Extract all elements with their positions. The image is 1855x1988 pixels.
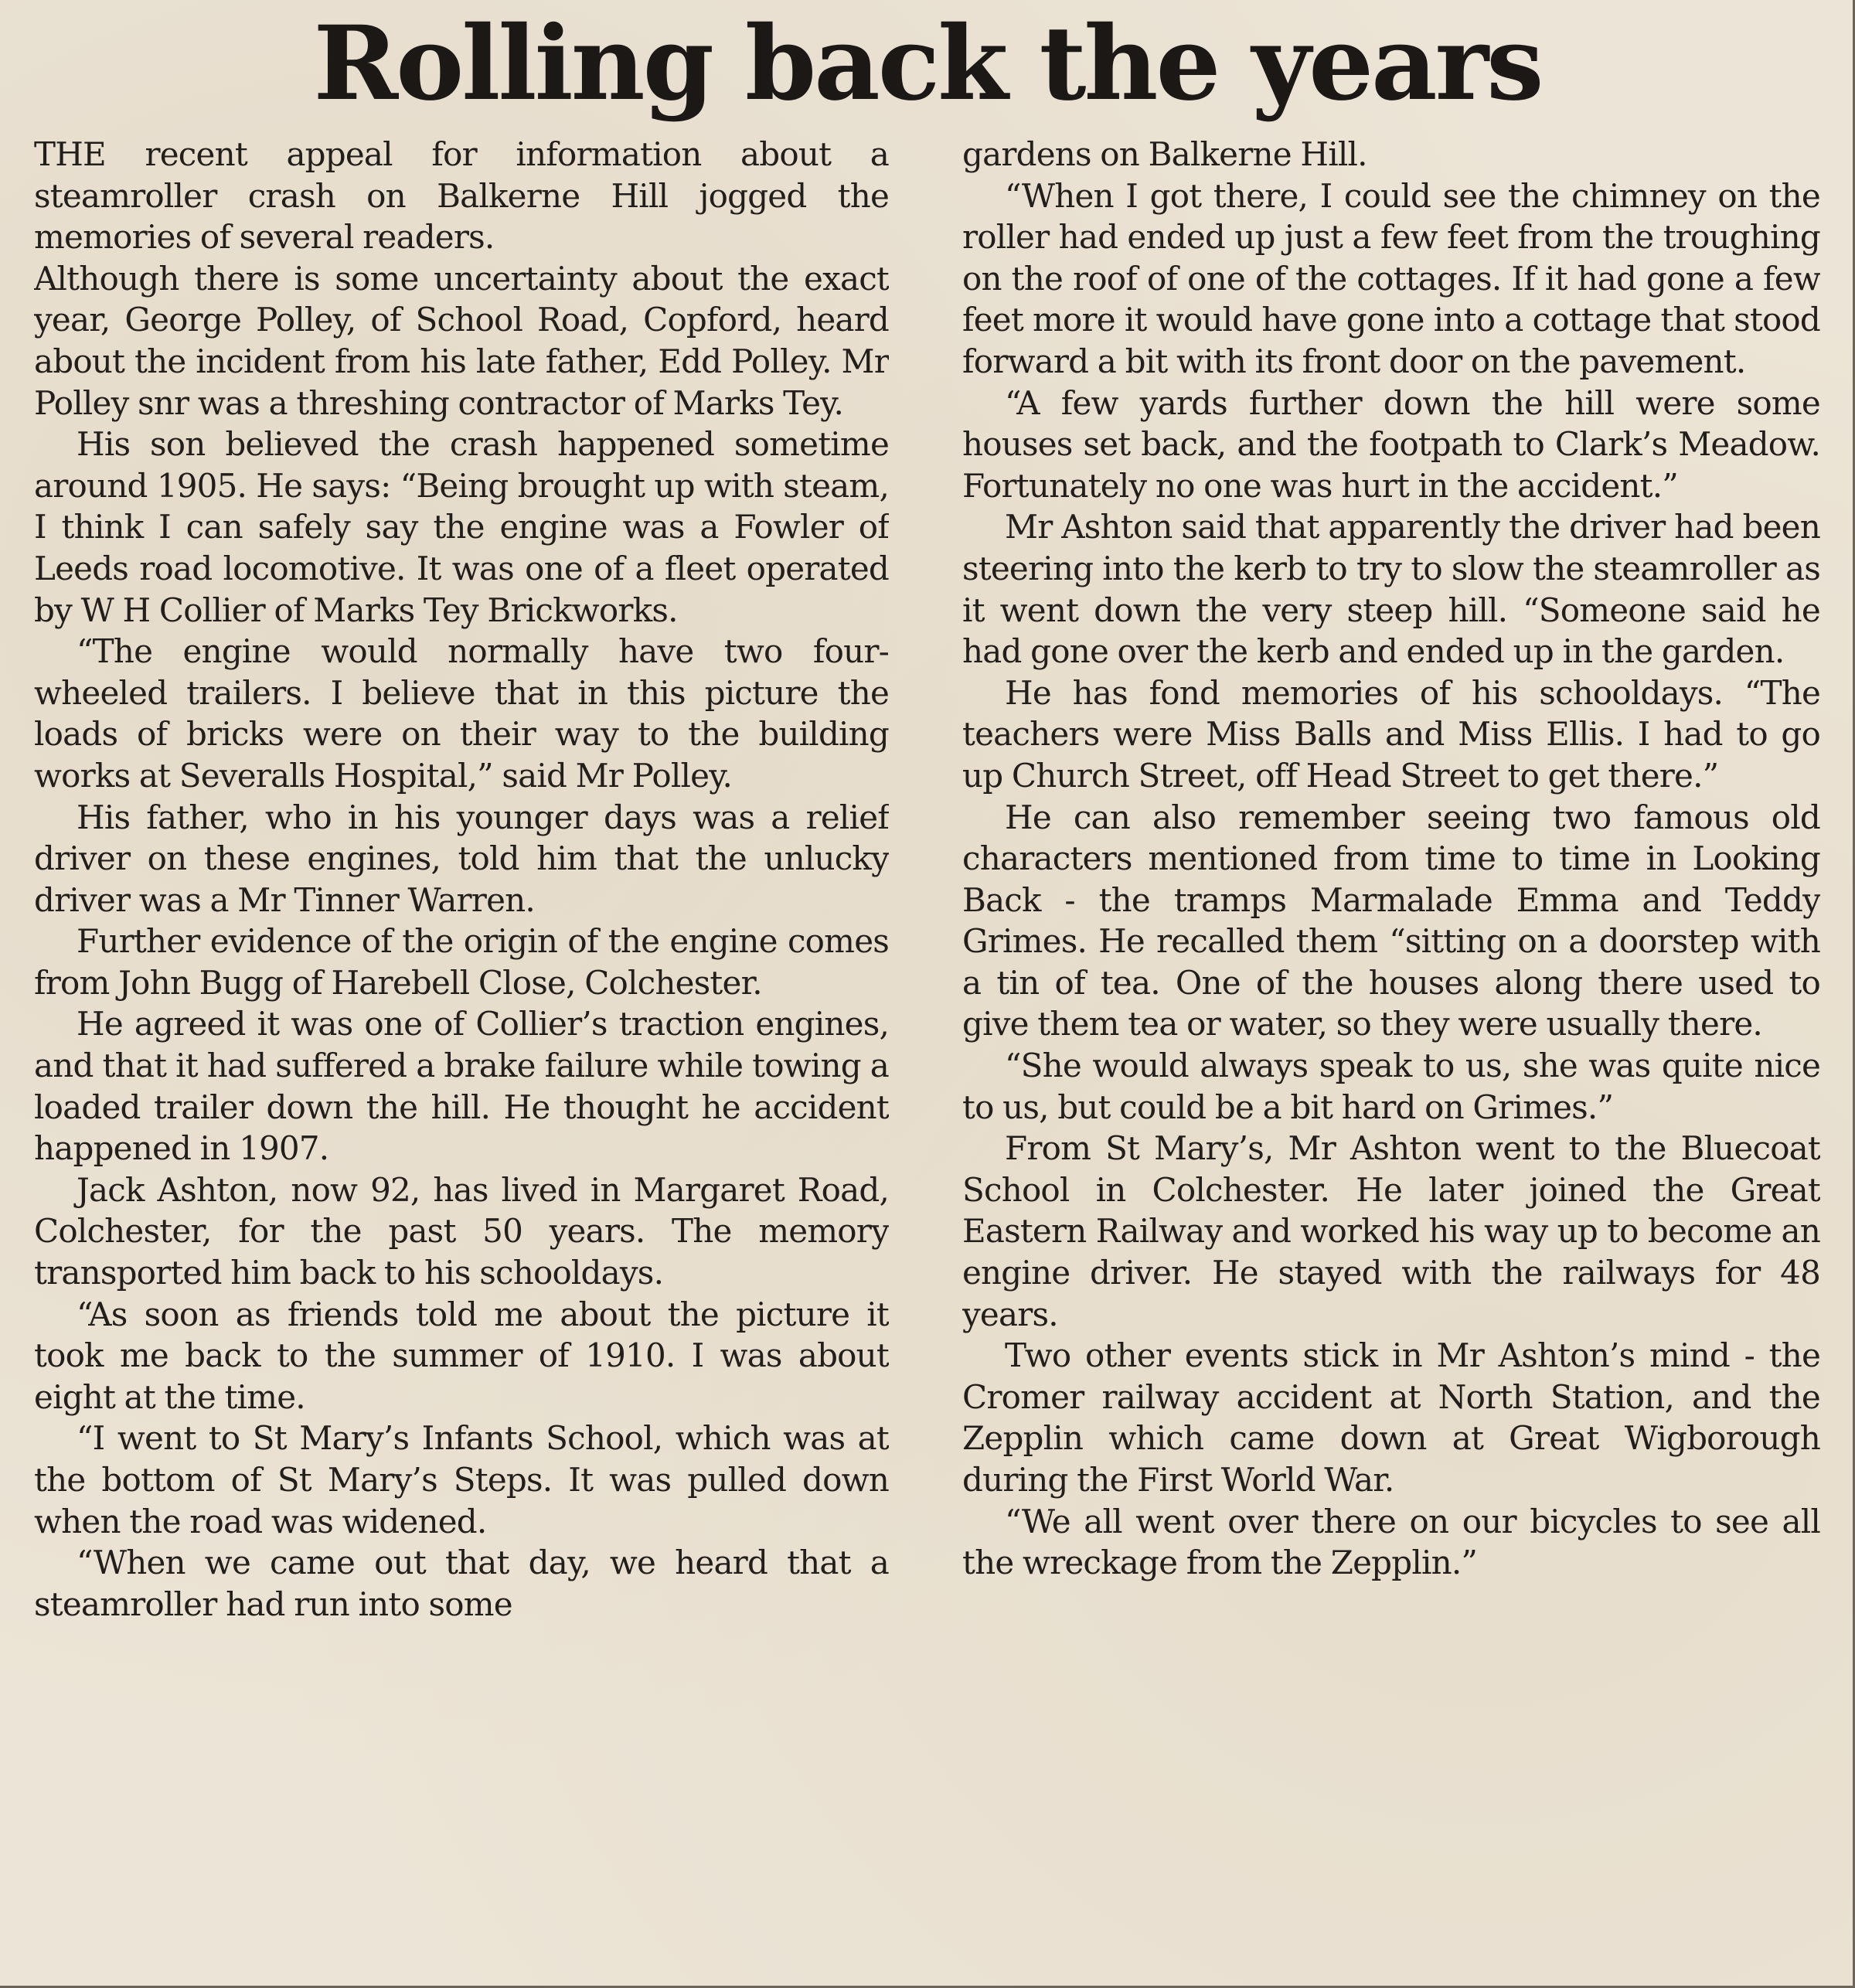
paragraph: “I went to St Mary’s Infants School, which was at the bottom of St Mary’s Steps. It was pulled down when the road was widened. bbox=[34, 1419, 889, 1540]
paragraph: “We all went over there on our bicycles to see all the wreckage from the Zepplin.” bbox=[962, 1502, 1820, 1582]
paragraph: He has fond memories of his schooldays. “The teachers were Miss Balls and Miss Ellis. I had to go up Church Street, off Head Street to get there.” bbox=[962, 673, 1820, 795]
paragraph: His son believed the crash happened sometime around 1905. He says: “Being brought up with steam, I think I can safely say the engine was a Fowler of Leeds road locomotive. It was one of a fleet operated by W H Collier of Marks Tey Brickworks. bbox=[34, 425, 889, 629]
paragraph: “The engine would normally have two four-wheeled trailers. I believe that in this picture the loads of bricks were on their way to the building works at Severalls Hospital,” said Mr Polley. bbox=[34, 632, 889, 795]
paragraph: Jack Ashton, now 92, has lived in Margaret Road, Colchester, for the past 50 years. The memory transported him back to his schooldays. bbox=[34, 1170, 889, 1292]
paragraph: Mr Ashton said that apparently the driver had been steering into the kerb to try to slow the steamroller as it went down the very steep hill. “Someone said he had gone over the kerb and ended up in the garden. bbox=[962, 508, 1820, 671]
paragraph: He agreed it was one of Collier’s traction engines, and that it had suffered a brake failure while towing a loaded trailer down the hill. He thought he accident happened in 1907. bbox=[34, 1005, 889, 1168]
paragraph: Two other events stick in Mr Ashton’s mind - the Cromer railway accident at North Station, and the Zepplin which came down at Great Wigborough during the First World War. bbox=[962, 1336, 1820, 1499]
paragraph: THE recent appeal for information about a steamroller crash on Balkerne Hill jogged the memories of several readers. bbox=[34, 135, 889, 257]
headline: Rolling back the years bbox=[313, 4, 1542, 124]
right-column bbox=[962, 134, 1820, 1977]
paragraph: Further evidence of the origin of the engine comes from John Bugg of Harebell Close, Colchester. bbox=[34, 922, 889, 1002]
paragraph: Although there is some uncertainty about the exact year, George Polley, of School Road, Copford, heard about the incident from his late father, Edd Polley. Mr Polley snr was a threshing contractor of Marks Tey. bbox=[34, 259, 889, 422]
paragraph: His father, who in his younger days was a relief driver on these engines, told him that the unlucky driver was a Mr Tinner Warren. bbox=[34, 798, 889, 919]
paragraph: “She would always speak to us, she was quite nice to us, but could be a bit hard on Grimes.” bbox=[962, 1047, 1820, 1126]
paragraph: “When we came out that day, we heard that a steamroller had run into some bbox=[34, 1544, 889, 1623]
left-column bbox=[34, 134, 889, 1977]
paragraph: “As soon as friends told me about the picture it took me back to the summer of 1910. I was about eight at the time. bbox=[34, 1295, 889, 1416]
paragraph: “When I got there, I could see the chimney on the roller had ended up just a few feet from the troughing on the roof of one of the cottages. If it had gone a few feet more it would have gone into a cottage that stood forward a bit with its front door on the pavement. bbox=[962, 176, 1820, 380]
paragraph: From St Mary’s, Mr Ashton went to the Bluecoat School in Colchester. He later joined the Great Eastern Railway and worked his way up to become an engine driver. He stayed with the railways for 48 years. bbox=[962, 1129, 1820, 1333]
paragraph: “A few yards further down the hill were some houses set back, and the footpath to Clark’s Meadow. Fortunately no one was hurt in the accident.” bbox=[962, 383, 1820, 505]
paragraph: He can also remember seeing two famous old characters mentioned from time to time in Looking Back - the tramps Marmalade Emma and Teddy Grimes. He recalled them “sitting on a doorstep with a tin of tea. One of the houses along there used to give them tea or water, so they were usually there. bbox=[962, 798, 1820, 1043]
paragraph: gardens on Balkerne Hill. bbox=[962, 135, 1367, 173]
